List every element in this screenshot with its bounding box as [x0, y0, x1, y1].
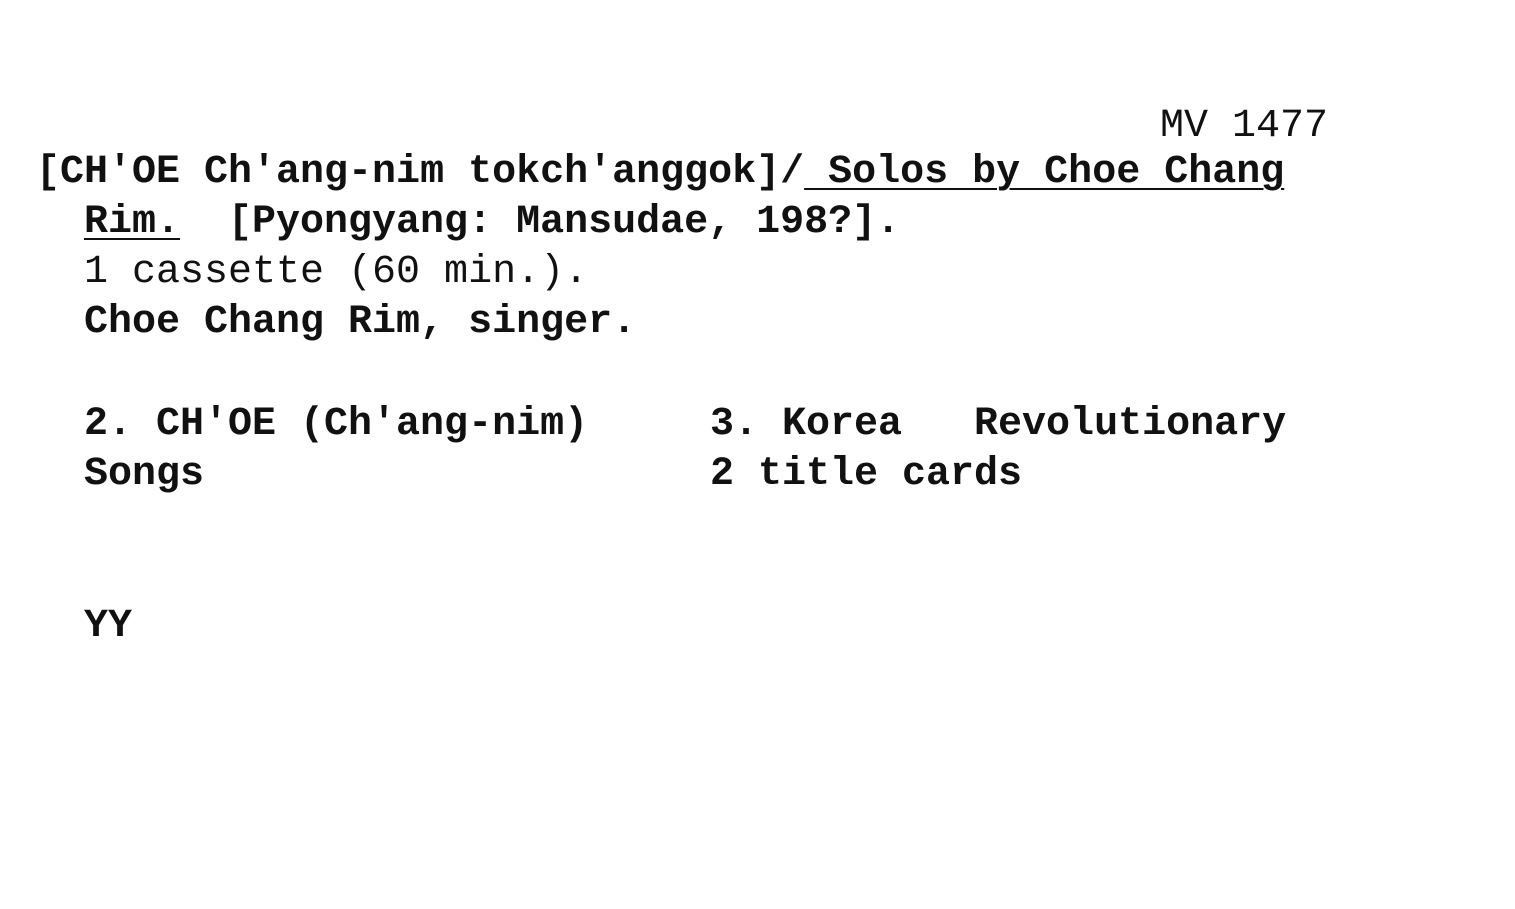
tracing-2-continuation: Songs: [84, 452, 205, 497]
cataloger-initials: YY: [84, 604, 133, 649]
performer-note: Choe Chang Rim, singer.: [84, 300, 637, 345]
original-title: [CH'OE Ch'ang-nim tokch'anggok]: [36, 150, 781, 195]
title-separator: /: [780, 150, 805, 195]
english-title-part1: Solos by Choe Chang: [804, 150, 1285, 195]
physical-description: 1 cassette (60 min.).: [84, 250, 589, 295]
title-cards-note: 2 title cards: [710, 452, 1023, 497]
call-number: MV 1477: [1160, 104, 1329, 149]
title-line: [36, 150, 1284, 196]
title-continuation-line: [84, 200, 900, 246]
tracing-3: 3. Korea Revolutionary: [710, 402, 1287, 447]
english-title-part2: Rim.: [84, 200, 181, 245]
publication-statement: [Pyongyang: Mansudae, 198?].: [228, 200, 901, 245]
tracing-2: 2. CH'OE (Ch'ang-nim): [84, 402, 589, 447]
